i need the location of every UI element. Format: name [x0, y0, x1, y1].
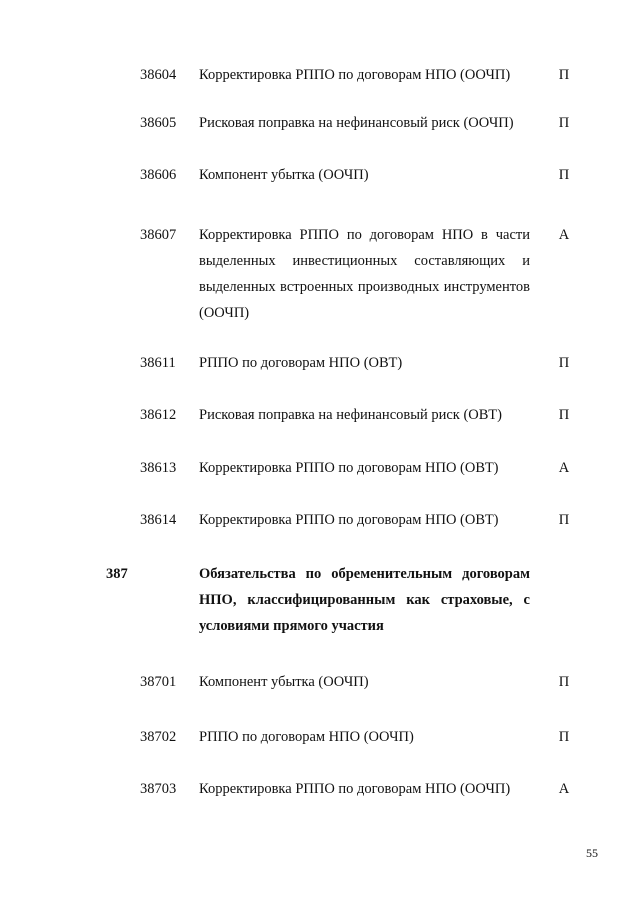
account-description: Рисковая поправка на нефинансовый риск (ООЧП) — [199, 115, 514, 131]
account-type: П — [558, 355, 570, 371]
section-title: Обязательства по обременительным договорам НПО, классифицированным как страховые, с условиями прямого участия — [199, 566, 530, 634]
account-code: 38703 — [140, 781, 177, 797]
account-description: Компонент убытка (ООЧП) — [199, 167, 369, 183]
account-code: 38604 — [140, 67, 177, 83]
account-description: Корректировка РППО по договорам НПО (ООЧП) — [199, 67, 511, 83]
account-code: 38614 — [140, 512, 177, 528]
account-type: П — [558, 67, 570, 83]
account-code: 38606 — [140, 167, 177, 183]
account-description: Корректировка РППО по договорам НПО в части выделенных инвестиционных составляющих и выделенных встроенных производных инструментов (ООЧП) — [199, 227, 530, 321]
account-description: Корректировка РППО по договорам НПО (ООЧП) — [199, 781, 511, 797]
account-code: 38613 — [140, 460, 177, 476]
account-type: А — [558, 781, 570, 797]
account-description: Рисковая поправка на нефинансовый риск (ОВТ) — [199, 407, 502, 423]
account-description: Корректировка РППО по договорам НПО (ОВТ) — [199, 512, 499, 528]
account-description: Корректировка РППО по договорам НПО (ОВТ) — [199, 460, 499, 476]
account-code: 38612 — [140, 407, 177, 423]
account-type: А — [558, 227, 570, 243]
account-type: П — [558, 167, 570, 183]
account-type: П — [558, 729, 570, 745]
account-code: 38702 — [140, 729, 177, 745]
page-number: 55 — [586, 846, 598, 860]
account-code: 38701 — [140, 674, 177, 690]
account-type: П — [558, 674, 570, 690]
account-type: П — [558, 115, 570, 131]
section-code: 387 — [106, 566, 128, 582]
account-type: А — [558, 460, 570, 476]
account-description: РППО по договорам НПО (ООЧП) — [199, 729, 414, 745]
account-description: РППО по договорам НПО (ОВТ) — [199, 355, 403, 371]
account-code: 38605 — [140, 115, 177, 131]
account-code: 38611 — [140, 355, 176, 371]
account-type: П — [558, 512, 570, 528]
account-description: Компонент убытка (ООЧП) — [199, 674, 369, 690]
account-type: П — [558, 407, 570, 423]
account-code: 38607 — [140, 227, 177, 243]
